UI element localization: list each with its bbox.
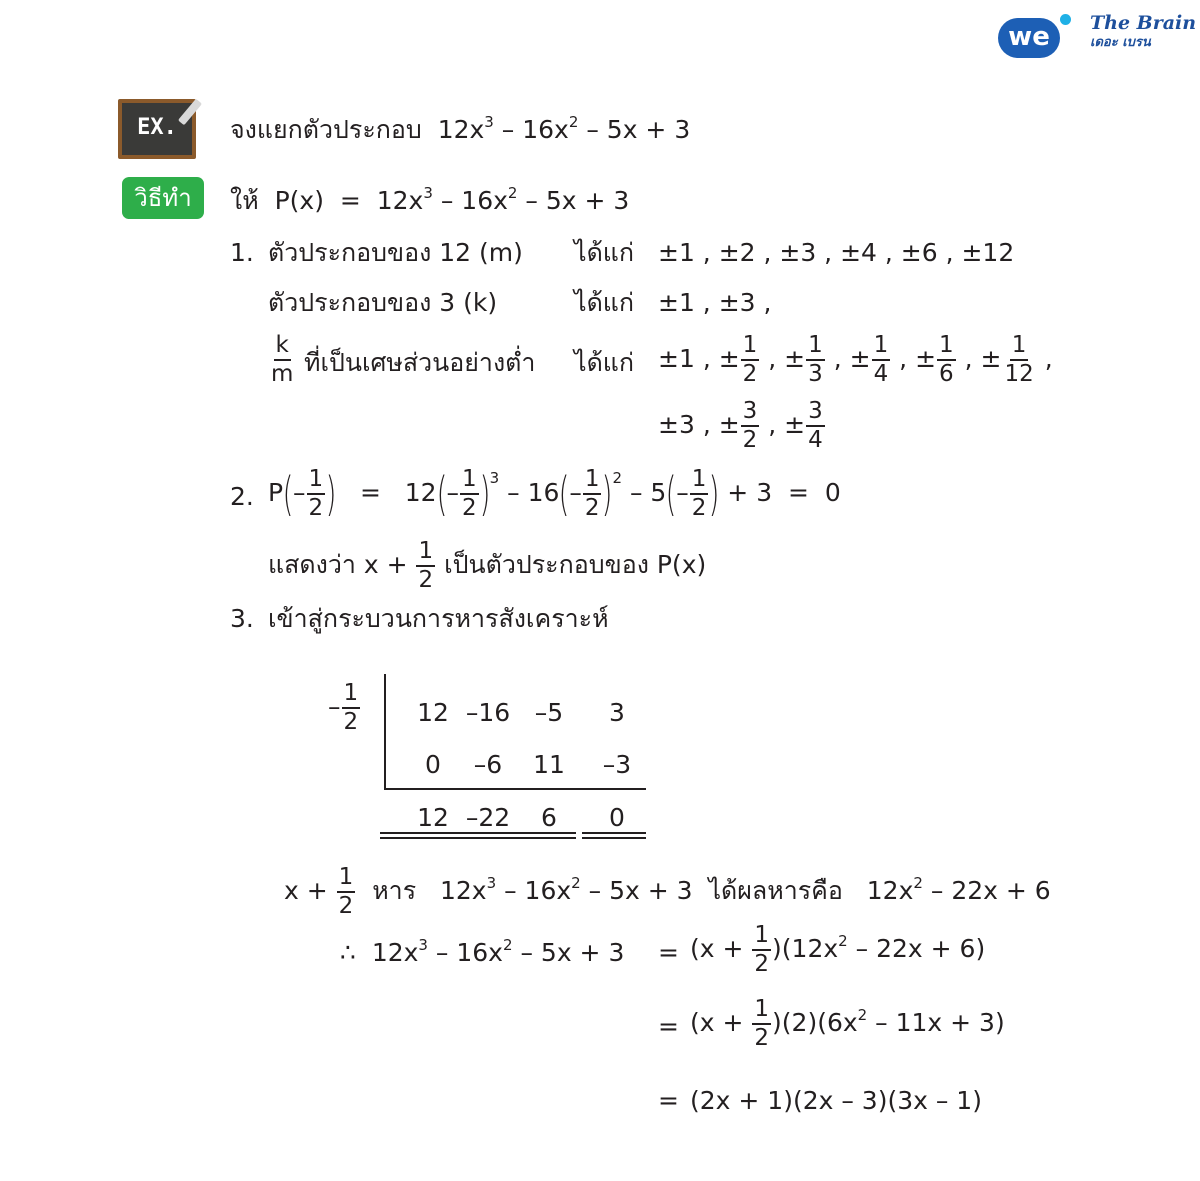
row2-cell: –6 xyxy=(473,750,503,779)
minus-sign: – xyxy=(569,478,582,507)
exponent: 3 xyxy=(486,874,497,892)
step2-conclusion xyxy=(268,540,706,592)
step1-row1-word: ได้แก่ xyxy=(574,238,635,267)
factor-middle: )(12x xyxy=(772,934,839,963)
function-p: P xyxy=(268,478,284,507)
frac-denominator: 2 xyxy=(418,567,434,593)
given-line xyxy=(230,184,630,215)
frac-numerator: 1 xyxy=(752,998,771,1025)
frac-denominator: 2 xyxy=(308,495,324,521)
exponent: 2 xyxy=(568,113,579,131)
final-line1-rhs xyxy=(690,924,985,976)
final-lhs xyxy=(340,936,625,967)
plus-minus: ± xyxy=(849,344,871,373)
exponent: 2 xyxy=(913,874,923,892)
frac-numerator: 1 xyxy=(752,924,771,951)
method-badge-label: วิธีทำ xyxy=(134,184,192,212)
vertical-bar xyxy=(384,674,386,790)
minus-sign: – xyxy=(676,478,689,507)
therefore-symbol: ∴ xyxy=(340,938,356,967)
poly-term-1: 12x xyxy=(440,876,487,905)
step1-row2-word: ได้แก่ xyxy=(574,288,635,317)
minus-sign: – xyxy=(446,478,460,507)
row3-cell: 0 xyxy=(609,803,625,832)
divides-word: หาร xyxy=(372,876,417,905)
minus-sign: – xyxy=(293,478,306,507)
poly-term-2: – 16x xyxy=(496,876,572,905)
remainder-double-underline xyxy=(582,832,646,839)
poly-term-2: – 16x xyxy=(427,938,503,967)
problem-statement xyxy=(230,113,691,144)
poly-term-2: – 16x xyxy=(432,186,508,215)
the-brain-logo xyxy=(1090,14,1196,49)
comma: , xyxy=(768,410,777,439)
step1-row4-values xyxy=(658,400,826,452)
frac-denominator: 4 xyxy=(808,427,823,453)
final-line3-rhs: (2x + 1)(2x – 3)(3x – 1) xyxy=(690,1086,982,1115)
exponent: 2 xyxy=(571,874,581,892)
frac-denominator: 2 xyxy=(343,709,359,735)
plus-minus: ± xyxy=(980,344,1002,373)
frac-numerator: 1 xyxy=(416,540,435,567)
comma: , xyxy=(964,344,973,373)
step1-row3-word: ได้แก่ xyxy=(574,348,635,377)
frac-numerator: 1 xyxy=(583,468,602,495)
frac-numerator: 1 xyxy=(741,334,760,361)
poly-term-3: – 5x + 3 xyxy=(580,876,693,905)
poly-term-1: 12x xyxy=(376,186,424,215)
quotient-double-underline xyxy=(380,832,576,839)
frac-denominator: m xyxy=(271,361,294,387)
exponent: 2 xyxy=(502,936,513,954)
equals-sign: = xyxy=(359,478,381,507)
frac-numerator: 1 xyxy=(1010,334,1029,361)
step1-row2-values: ±1 , ±3 , xyxy=(658,288,772,317)
equals-sign: = xyxy=(339,186,361,215)
frac-numerator: 1 xyxy=(460,468,479,495)
term-plus-3: + 3 xyxy=(727,478,773,507)
comma: , xyxy=(768,344,777,373)
ex-chalkboard-badge xyxy=(118,99,196,159)
poly-term-3: – 5x + 3 xyxy=(517,186,630,215)
frac-denominator: 2 xyxy=(584,495,600,521)
exponent: 3 xyxy=(418,936,428,954)
plus-minus: ± xyxy=(718,344,740,373)
exponent: 3 xyxy=(423,184,433,202)
frac-denominator: 3 xyxy=(808,361,823,387)
comma: , xyxy=(899,344,908,373)
method-badge xyxy=(122,177,204,219)
row2-underline xyxy=(384,788,646,790)
frac-denominator: 6 xyxy=(939,361,954,387)
given-function: P(x) xyxy=(274,186,324,215)
row1-cell: 12 xyxy=(417,698,449,727)
comma: , xyxy=(833,344,842,373)
step3-number: 3. xyxy=(230,604,254,633)
poly-term-1: 12x xyxy=(371,938,419,967)
frac-numerator: 1 xyxy=(872,334,891,361)
factor-open: (x + xyxy=(690,1008,744,1037)
conclusion-prefix: แสดงว่า x + xyxy=(268,550,408,579)
we-logo xyxy=(998,18,1060,58)
exponent: 3 xyxy=(484,113,494,131)
exponent: 3 xyxy=(489,469,500,487)
step1-number: 1. xyxy=(230,238,254,267)
frac-denominator: 12 xyxy=(1004,361,1034,387)
plus-minus: ± xyxy=(784,344,806,373)
row2-cell: 11 xyxy=(533,750,565,779)
exponent: 2 xyxy=(838,932,848,950)
frac-numerator: 3 xyxy=(806,400,825,427)
step2-equation: P(– $\frac{1}{2}$ ) = 12(– $\frac{1}{2}$ )3 – 16(– $\frac{1}{2}$ )2 – 5(– $\frac{1}{2}$ ) + 3 = 0 xyxy=(268,466,841,521)
step3-text: เข้าสู่กระบวนการหารสังเคราะห์ xyxy=(268,604,609,633)
row2-cell: 0 xyxy=(425,750,441,779)
comma: , xyxy=(702,344,711,373)
exponent: 2 xyxy=(612,469,622,487)
poly-term-3: – 5x + 3 xyxy=(578,115,691,144)
the-brain-logo-text: The Brain xyxy=(1090,12,1197,34)
step2-number: 2. xyxy=(230,482,254,511)
step1-row3-label: ที่เป็นเศษส่วนอย่างต่ำ xyxy=(304,348,536,377)
row2-cell: –3 xyxy=(602,750,632,779)
row3-cell: 6 xyxy=(541,803,557,832)
row3-cell: –22 xyxy=(465,803,511,832)
frac-numerator: 3 xyxy=(741,400,760,427)
step1-row3-fraction xyxy=(268,334,296,386)
given-lead: ให้ xyxy=(230,186,259,215)
synthetic-divisor xyxy=(328,682,361,734)
factor-close: – 22x + 6) xyxy=(847,934,986,963)
ex-badge-label: EX. xyxy=(137,115,177,140)
pm-three: ±3 xyxy=(658,410,695,439)
final-line2-rhs xyxy=(690,998,1005,1050)
minus-sign: – xyxy=(328,692,341,721)
step1-row2-label: ตัวประกอบของ 3 (k) xyxy=(268,288,498,317)
frac-denominator: 2 xyxy=(754,951,770,977)
row1-cell: 3 xyxy=(609,698,625,727)
frac-denominator: 2 xyxy=(462,495,477,521)
frac-numerator: 1 xyxy=(690,468,709,495)
frac-numerator: 1 xyxy=(307,468,326,495)
poly-term-2: – 16x xyxy=(493,115,569,144)
term-minus-16: – 16 xyxy=(507,478,560,507)
poly-term-1: 12x xyxy=(437,115,485,144)
plus-minus: ± xyxy=(784,410,806,439)
we-logo-text: we xyxy=(1008,22,1050,52)
poly-term-3: – 5x + 3 xyxy=(512,938,625,967)
row1-cell: –16 xyxy=(465,698,511,727)
comma: , xyxy=(702,410,711,439)
plus-minus: ± xyxy=(915,344,937,373)
synthetic-division xyxy=(300,672,660,852)
quotient-word: ได้ผลหารคือ xyxy=(708,876,843,905)
frac-denominator: 2 xyxy=(742,361,758,387)
we-logo-dot xyxy=(1060,14,1071,25)
x-plus: x + xyxy=(284,876,328,905)
step1-row1-values: ±1 , ±2 , ±3 , ±4 , ±6 , ±12 xyxy=(658,238,1015,267)
plus-minus: ± xyxy=(718,410,740,439)
exponent: 2 xyxy=(507,184,518,202)
result-zero: 0 xyxy=(824,478,841,507)
exponent: 2 xyxy=(857,1006,868,1024)
equals-sign: = xyxy=(658,938,679,967)
frac-numerator: 1 xyxy=(342,682,361,709)
the-brain-logo-subtext: เดอะ เบรน xyxy=(1090,35,1151,50)
step1-row3-values xyxy=(658,334,1053,386)
row1-cell: –5 xyxy=(534,698,564,727)
frac-denominator: 2 xyxy=(338,893,354,919)
equals-sign: = xyxy=(658,1086,679,1115)
conclusion-suffix: เป็นตัวประกอบของ P(x) xyxy=(444,550,707,579)
factor-middle: )(2)(6x xyxy=(772,1008,858,1037)
equals-sign: = xyxy=(788,478,809,507)
term-minus-5: – 5 xyxy=(629,478,667,507)
row3-cell: 12 xyxy=(417,803,449,832)
factor-close: – 11x + 3) xyxy=(867,1008,1005,1037)
frac-denominator: 2 xyxy=(754,1025,770,1051)
frac-denominator: 2 xyxy=(742,427,758,453)
coefficient-12: 12 xyxy=(404,478,437,507)
quotient-term-2: – 22x + 6 xyxy=(922,876,1051,905)
frac-denominator: 2 xyxy=(691,495,707,521)
frac-denominator: 4 xyxy=(873,361,889,387)
comma: , xyxy=(1044,344,1053,373)
frac-numerator: k xyxy=(274,334,291,361)
frac-numerator: 1 xyxy=(337,866,356,893)
frac-numerator: 1 xyxy=(806,334,825,361)
frac-numerator: 1 xyxy=(937,334,956,361)
step1-row1-label: ตัวประกอบของ 12 (m) xyxy=(268,238,523,267)
equals-sign: = xyxy=(658,1012,679,1041)
pm-one: ±1 xyxy=(658,344,695,373)
quotient-term-1: 12x xyxy=(866,876,914,905)
factor-open: (x + xyxy=(690,934,744,963)
division-result xyxy=(284,866,1051,918)
problem-prompt: จงแยกตัวประกอบ xyxy=(230,115,422,144)
